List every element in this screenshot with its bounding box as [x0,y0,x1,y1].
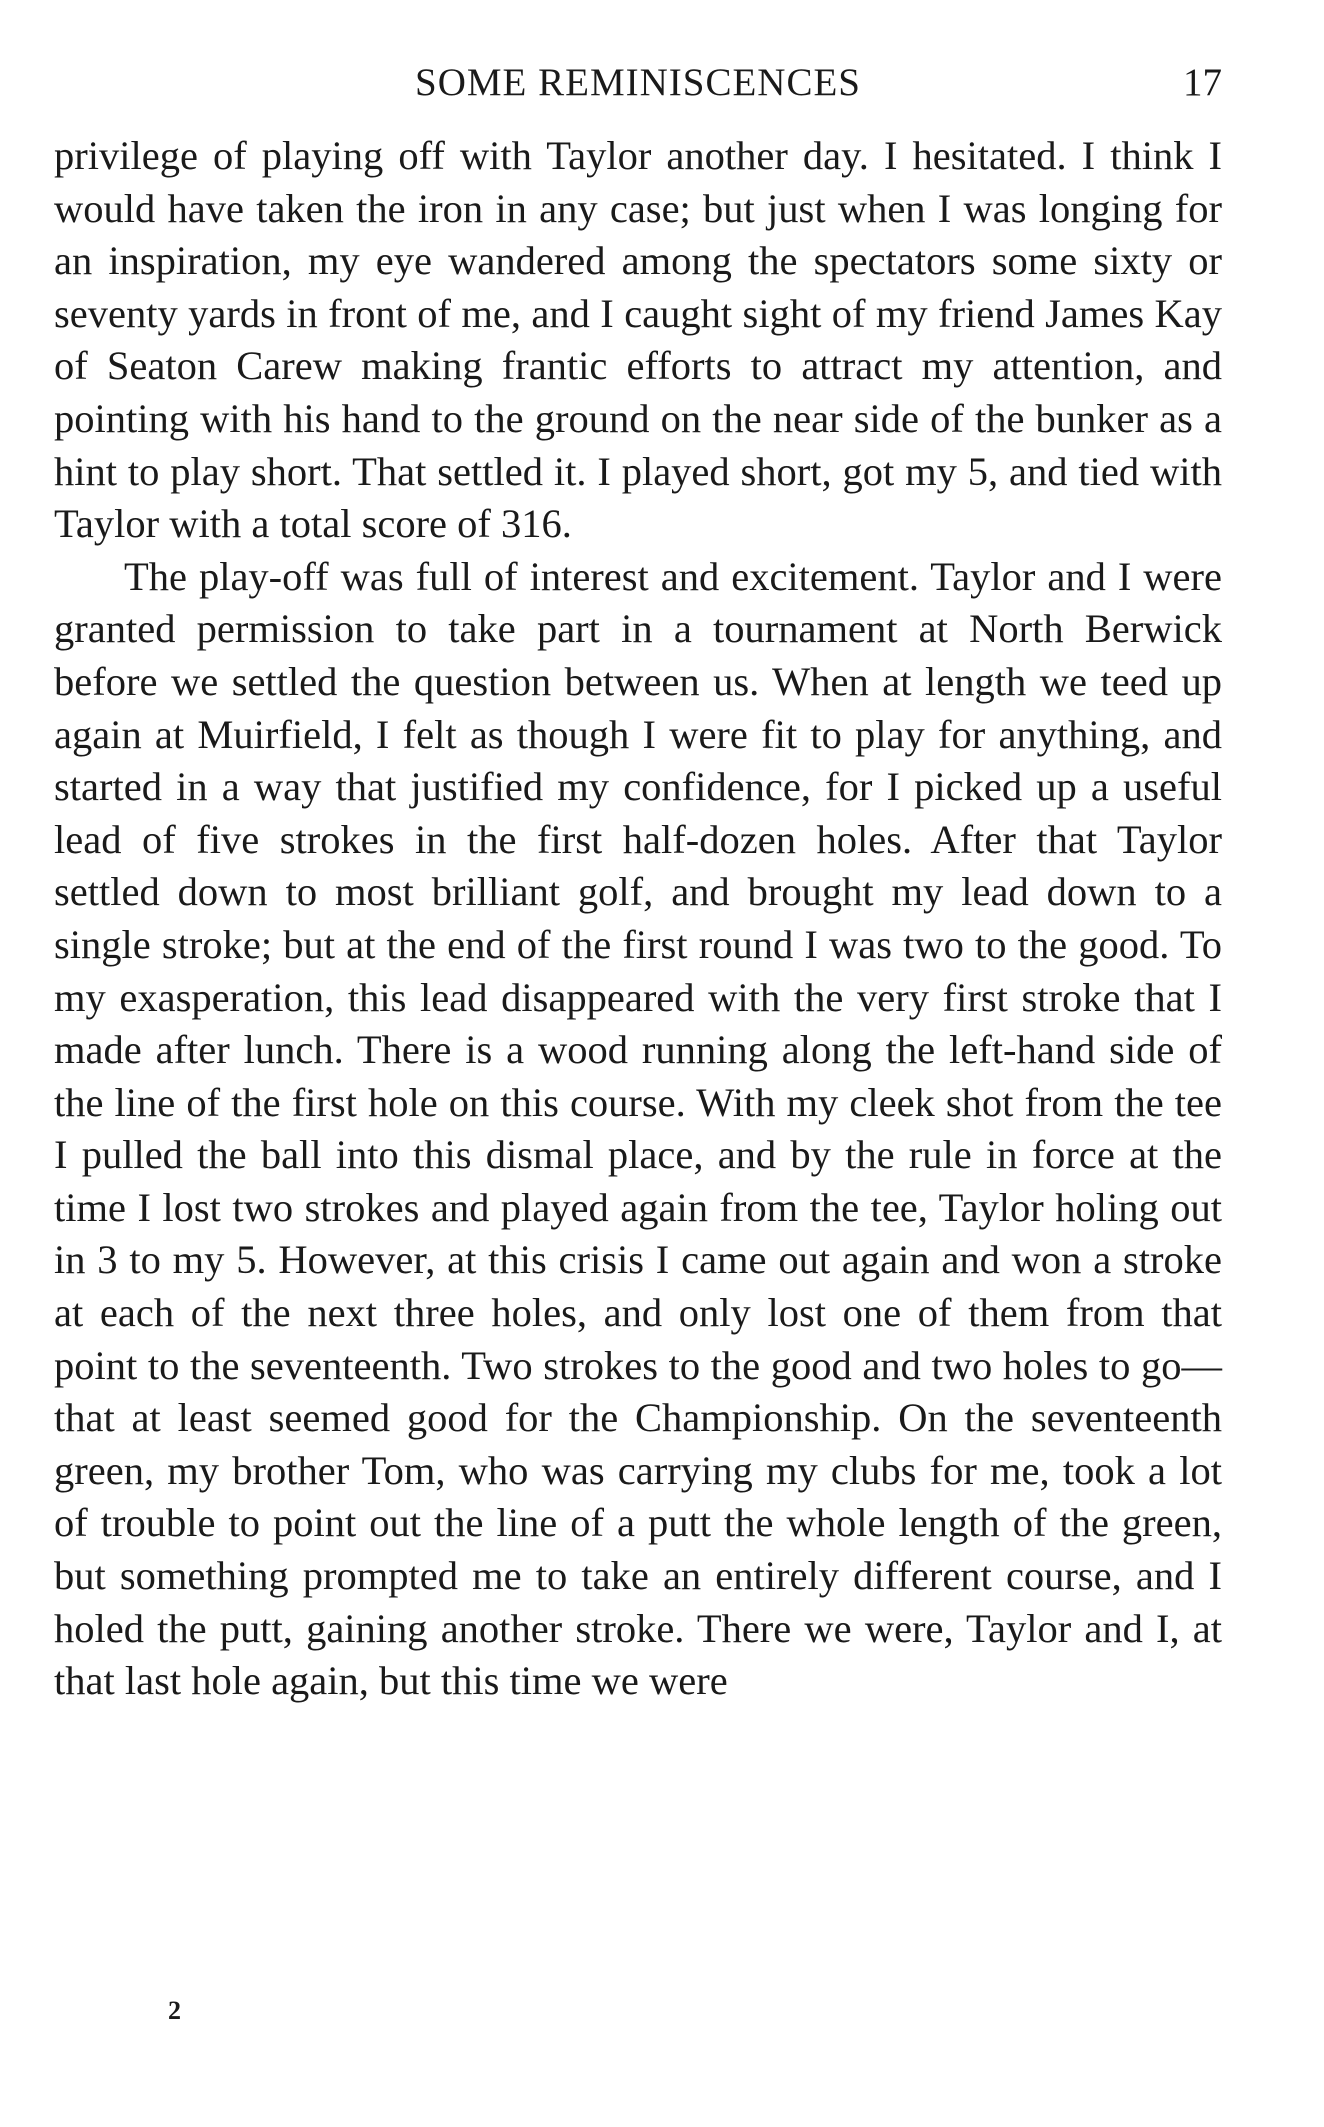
running-head [54,58,1222,108]
page-number: 17 [1183,61,1222,104]
running-title: SOME REMINISCENCES [415,61,861,104]
paragraph-continued: privilege of playing off with Taylor another day. I hesitated. I think I would have taken the iron in any case; but just when I was longing for an inspiration, my eye wandered among the spectators some sixty or seventy yards in front of me, and I caught sight of my friend James Kay of Seaton Carew making frantic efforts to attract my attention, and pointing with his hand to the ground on the near side of the bunker as a hint to play short. That settled it. I played short, got my 5, and tied with Taylor with a total score of 316. [54,133,1222,547]
paragraph-play-off: The play-off was full of interest and excitement. Taylor and I were granted permission to take part in a tournament at North Berwick before we settled the question between us. When at length we teed up again at Muirfield, I felt as though I were fit to play for anything, and started in a way that justified my confidence, for I picked up a useful lead of five strokes in the first half-dozen holes. After that Taylor settled down to most brilliant golf, and brought my lead down to a single stroke; but at the end of the first round I was two to the good. To my exasperation, this lead disappeared with the very first stroke that I made after lunch. There is a wood running along the left-hand side of the line of the first hole on this course. With my cleek shot from the tee I pulled the ball into this dismal place, and by the rule in force at the time I lost two strokes and played again from the tee, Taylor holing out in 3 to my 5. However, at this crisis I came out again and won a stroke at each of the next three holes, and only lost one of them from that point to the seventeenth. Two strokes to the good and two holes to go—that at least seemed good for the Championship. On the seventeenth green, my brother Tom, who was carrying my clubs for me, took a lot of trouble to point out the line of a putt the whole length of the green, but something prompted me to take an entirely different course, and I holed the putt, gaining another stroke. There we were, Taylor and I, at that last hole again, but this time we were [54,553,1222,1704]
body-text [54,130,1222,1708]
signature-mark: 2 [168,1996,181,2025]
